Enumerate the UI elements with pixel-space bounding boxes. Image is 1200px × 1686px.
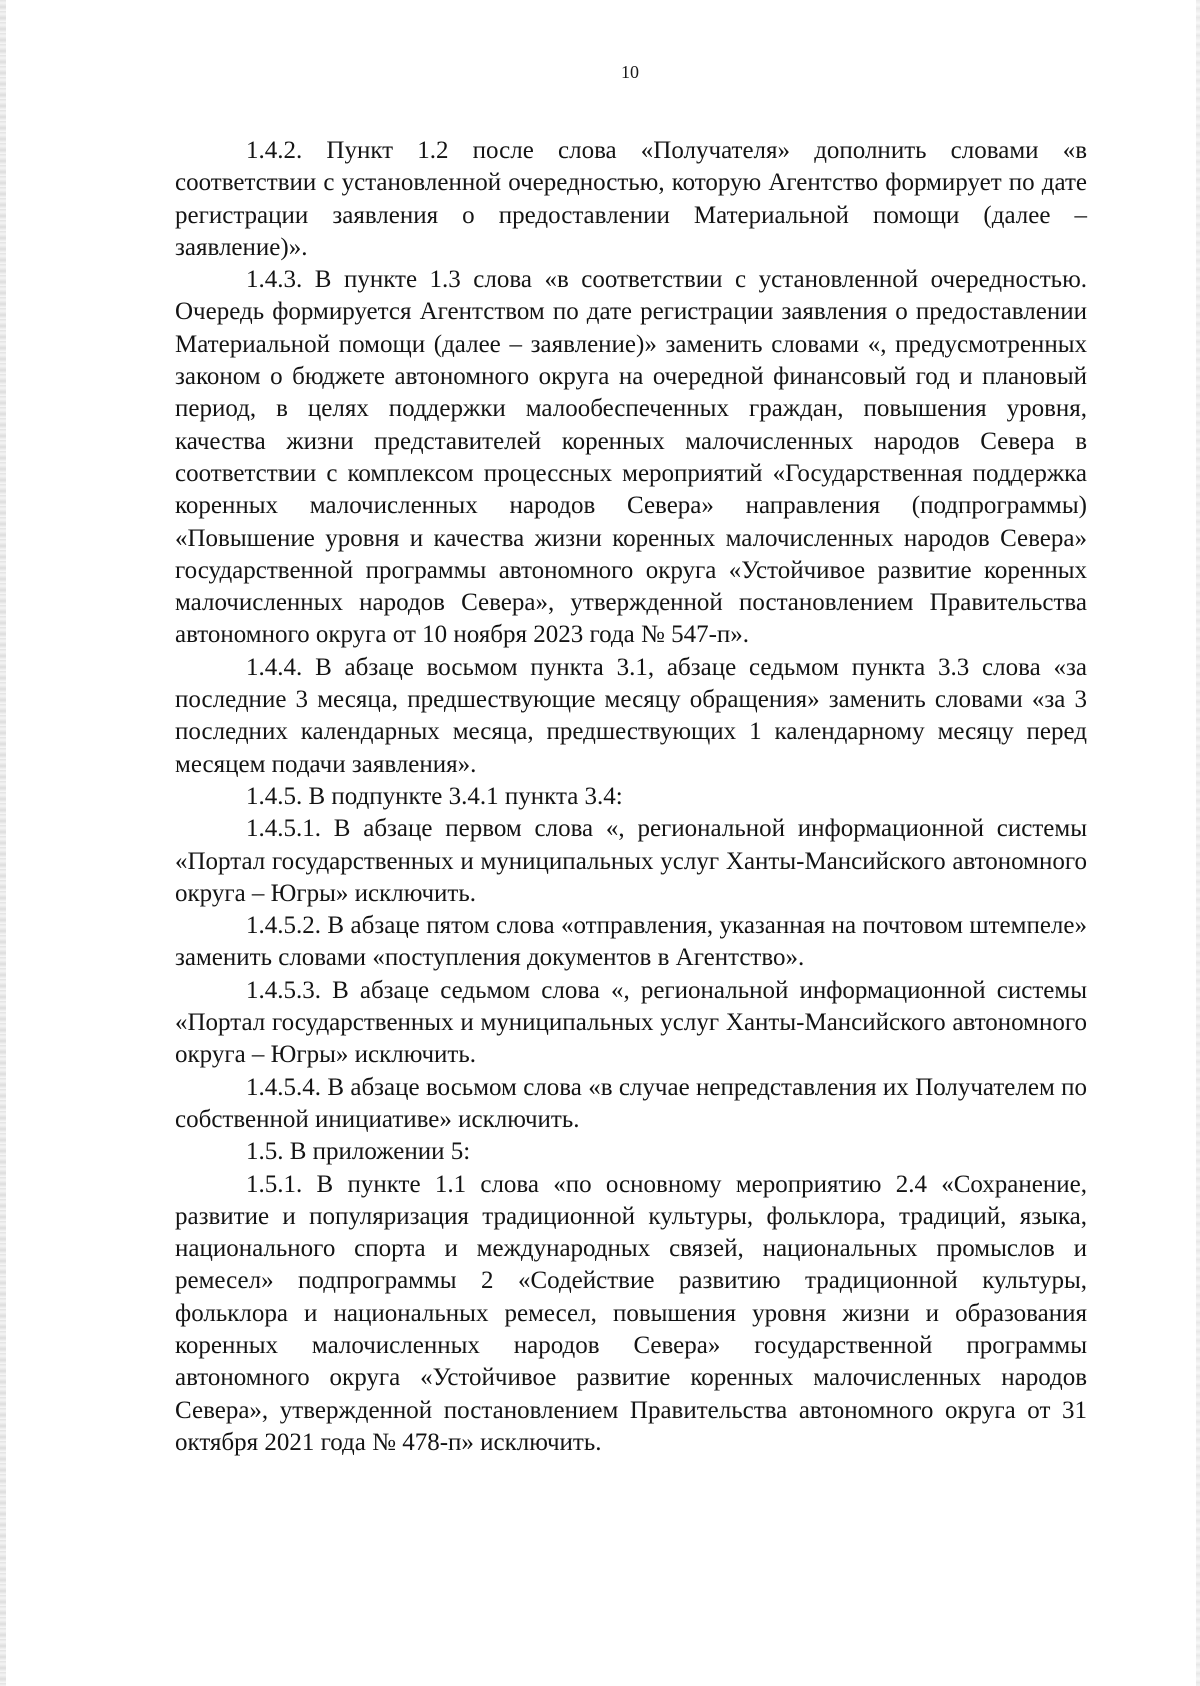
document-body xyxy=(175,135,1087,1459)
paragraph-1-4-5-4: 1.4.5.4. В абзаце восьмом слова «в случае непредставления их Получателем по собственной инициативе» исключить. xyxy=(175,1073,1087,1133)
paragraph-1-4-5-1: 1.4.5.1. В абзаце первом слова «, региональной информационной системы «Портал государственных и муниципальных услуг Ханты-Мансийского автономного округа – Югры» исключить. xyxy=(175,815,1087,907)
paragraph-1-4-5-3: 1.4.5.3. В абзаце седьмом слова «, региональной информационной системы «Портал государственных и муниципальных услуг Ханты-Мансийского автономного округа – Югры» исключить. xyxy=(175,976,1087,1069)
paragraph-1-4-5: 1.4.5. В подпункте 3.4.1 пункта 3.4: xyxy=(246,782,623,810)
paragraph-1-4-5-2: 1.4.5.2. В абзаце пятом слова «отправления, указанная на почтовом штемпеле» заменить словами «поступления документов в Агентство». xyxy=(175,912,1087,972)
paragraph-1-5-1: 1.5.1. В пункте 1.1 слова «по основному мероприятию 2.4 «Сохранение, развитие и популяризация традиционной культуры, фольклора, традиций, языка, национального спорта и международных связей, национальных промыслов и ремесел» подпрограммы 2 «Содействие развитию традиционной культуры, фольклора и национальных ремесел, повышения уровня жизни и образования коренных малочисленных народов Севера» государственной программы автономного округа «Устойчивое развитие коренных малочисленных народов Севера», утвержденной постановлением Правительства автономного округа от 31 октября 2021 года № 478-п» исключить. xyxy=(175,1170,1087,1456)
paragraph-1-4-4: 1.4.4. В абзаце восьмом пункта 3.1, абзаце седьмом пункта 3.3 слова «за последние 3 месяца, предшествующие месяцу обращения» заменить словами «за 3 последних календарных месяца, предшествующих 1 календарному месяцу перед месяцем подачи заявления». xyxy=(175,653,1087,778)
scan-right-edge xyxy=(1196,0,1200,1686)
paragraph-1-4-2: 1.4.2. Пункт 1.2 после слова «Получателя» дополнить словами «в соответствии с установленной очередностью, которую Агентство формирует по дате регистрации заявления о предоставлении Материальной помощи (далее – заявление)». xyxy=(175,137,1087,261)
page-number: 10 xyxy=(621,62,639,82)
scan-left-edge xyxy=(0,0,6,1686)
paragraph-1-4-3: 1.4.3. В пункте 1.3 слова «в соответствии с установленной очередностью. Очередь формируется Агентством по дате регистрации заявления о предоставлении Материальной помощи (далее – заявление)» заменить словами «, предусмотренных законом о бюджете автономного округа на очередной финансовый год и плановый период, в целях поддержки малообеспеченных граждан, повышения уровня, качества жизни представителей коренных малочисленных народов Севера в соответствии с комплексом процессных мероприятий «Государственная поддержка коренных малочисленных народов Севера» направления (подпрограммы) «Повышение уровня и качества жизни коренных малочисленных народов Севера» государственной программы автономного округа «Устойчивое развитие коренных малочисленных народов Севера», утвержденной постановлением Правительства автономного округа от 10 ноября 2023 года № 547-п». xyxy=(175,266,1087,649)
paragraph-1-5: 1.5. В приложении 5: xyxy=(246,1138,471,1166)
